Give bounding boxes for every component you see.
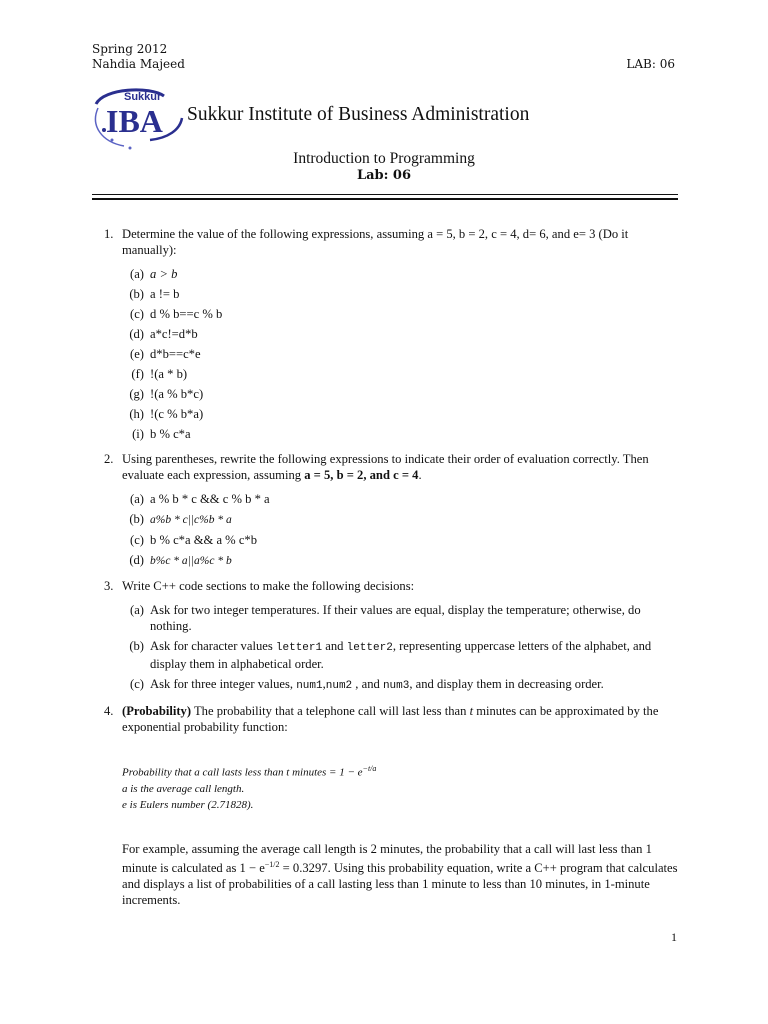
list-item xyxy=(122,286,678,302)
question-1-items xyxy=(122,266,678,442)
question-text-part: Using parentheses, rewrite the following expressions to indicate their order of evaluation correctly. Then evaluate each expression, assuming xyxy=(122,452,649,482)
question-3 xyxy=(104,578,678,694)
question-1 xyxy=(104,226,678,442)
item-text: d % b==c % b xyxy=(150,307,223,321)
code-num1: num1 xyxy=(296,680,323,692)
item-text: b % c*a && a % c*b xyxy=(150,533,258,547)
list-item xyxy=(122,266,678,282)
formula-exponent: −t/a xyxy=(362,764,377,773)
item-label: (a) xyxy=(130,492,144,506)
item-text: !(a * b) xyxy=(150,367,188,381)
paragraph-exponent: −1/2 xyxy=(264,859,280,869)
list-item xyxy=(122,676,678,694)
item-text: !(c % b*a) xyxy=(150,407,204,421)
item-text: a*c!=d*b xyxy=(150,327,198,341)
list-item xyxy=(122,511,678,528)
item-label: (h) xyxy=(129,407,144,421)
sukkur-iba-logo xyxy=(90,86,184,152)
item-text: b % c*a xyxy=(150,427,191,441)
item-text xyxy=(146,676,604,694)
paragraph-text: = 0.3297. Using this probability equation, write a C++ program that calculates and displays a list of probabilities of a call lasting less than 1 minute to less than 10 minutes, in 1-minute increments. xyxy=(122,860,678,907)
item-text: a % b * c && c % b * a xyxy=(150,492,270,506)
formula-text: Probability that a call lasts less than t minutes = 1 − e xyxy=(122,766,363,779)
item-label: (c) xyxy=(130,533,144,547)
item-label: (f) xyxy=(131,367,144,381)
item-text xyxy=(146,638,678,672)
list-item xyxy=(122,386,678,402)
example-paragraph xyxy=(122,841,678,908)
term-label: Spring 2012 xyxy=(92,42,168,56)
question-text: Determine the value of the following expressions, assuming a = 5, b = 2, c = 4, d= 6, and e= 3 (Do it manually): xyxy=(122,227,629,257)
item-text: a%b * c||c%b * a xyxy=(150,514,232,526)
question-text xyxy=(122,703,678,735)
lab-questions xyxy=(104,226,678,917)
course-title: Introduction to Programming xyxy=(293,150,475,167)
question-text-part: minutes can be approximated by the exponential probability function: xyxy=(122,704,659,734)
list-item xyxy=(122,638,678,672)
list-item xyxy=(122,491,678,507)
item-text-part: , xyxy=(322,677,326,691)
item-label: (c) xyxy=(130,307,144,321)
code-letter2: letter2 xyxy=(346,642,393,654)
probability-formula xyxy=(122,761,678,813)
item-label: (d) xyxy=(129,327,144,341)
list-item xyxy=(122,346,678,362)
assumed-values: a = 5, b = 2, and c = 4 xyxy=(304,468,419,482)
item-text: a > b xyxy=(150,267,178,281)
header-rule-thick xyxy=(92,198,678,200)
question-3-items xyxy=(122,602,678,694)
item-text-part: , and display them in decreasing order. xyxy=(409,677,604,691)
item-text-part: , and xyxy=(352,677,383,691)
formula-line: e is Eulers number (2.71828). xyxy=(122,798,254,811)
item-text: b%c * a||a%c * b xyxy=(150,555,232,567)
list-item xyxy=(122,532,678,548)
code-letter1: letter1 xyxy=(275,642,323,654)
list-item xyxy=(122,552,678,569)
item-text-part: and xyxy=(322,639,347,653)
item-text: d*b==c*e xyxy=(150,347,201,361)
logo-text-main: IBA xyxy=(106,103,163,139)
question-number: 2. xyxy=(104,452,114,466)
running-header-left xyxy=(92,42,185,72)
item-label: (g) xyxy=(129,387,144,401)
item-text: Ask for two integer temperatures. If their values are equal, display the temperature; otherwise, do nothing. xyxy=(150,603,641,633)
item-text: a != b xyxy=(150,287,180,301)
item-text-part: , representing uppercase letters of the alphabet, and display them in alphabetical order. xyxy=(150,639,652,671)
lab-tag: LAB: 06 xyxy=(626,57,675,71)
header-rule-thin xyxy=(92,194,678,195)
question-text xyxy=(122,451,678,483)
question-number: 4. xyxy=(104,704,114,718)
item-label: (a) xyxy=(130,267,144,281)
item-text-part: Ask for three integer values, xyxy=(150,677,297,691)
variable-t: t xyxy=(469,704,474,718)
item-label: (a) xyxy=(130,603,144,617)
question-number: 3. xyxy=(104,579,114,593)
item-label: (c) xyxy=(130,677,144,691)
question-text: Write C++ code sections to make the following decisions: xyxy=(122,579,415,593)
item-label: (e) xyxy=(130,347,144,361)
list-item xyxy=(122,326,678,342)
item-text: !(a % b*c) xyxy=(150,387,204,401)
list-item xyxy=(122,602,678,634)
question-topic: (Probability) xyxy=(122,704,192,718)
institute-title: Sukkur Institute of Business Administration xyxy=(187,104,530,125)
question-number: 1. xyxy=(104,227,114,241)
question-text-part: The probability that a telephone call will last less than xyxy=(191,704,470,718)
list-item xyxy=(122,366,678,382)
item-label: (b) xyxy=(129,639,144,653)
list-item xyxy=(122,426,678,442)
question-text-end: . xyxy=(418,468,422,482)
code-num2: num2 xyxy=(325,680,353,692)
question-2-items xyxy=(122,491,678,569)
code-num3: num3 xyxy=(382,680,410,692)
formula-line: a is the average call length. xyxy=(122,782,245,795)
lab-title: Lab: 06 xyxy=(356,168,412,183)
question-2 xyxy=(104,451,678,569)
formula-line xyxy=(122,761,678,781)
list-item xyxy=(122,306,678,322)
item-label: (d) xyxy=(129,553,144,567)
paragraph-text: For example, assuming the average call length is 2 minutes, the probability that a call will last less than 1 minute is calculated as 1 − e xyxy=(122,841,652,875)
item-label: (b) xyxy=(129,287,144,301)
question-4 xyxy=(104,703,678,908)
item-label: (b) xyxy=(129,512,144,526)
item-text-part: Ask for character values xyxy=(150,639,276,653)
logo-text-top: Sukkur xyxy=(124,91,162,103)
item-label: (i) xyxy=(132,427,144,441)
list-item xyxy=(122,406,678,422)
author-label: Nahdia Majeed xyxy=(92,57,185,71)
page-number: 1 xyxy=(671,930,677,944)
